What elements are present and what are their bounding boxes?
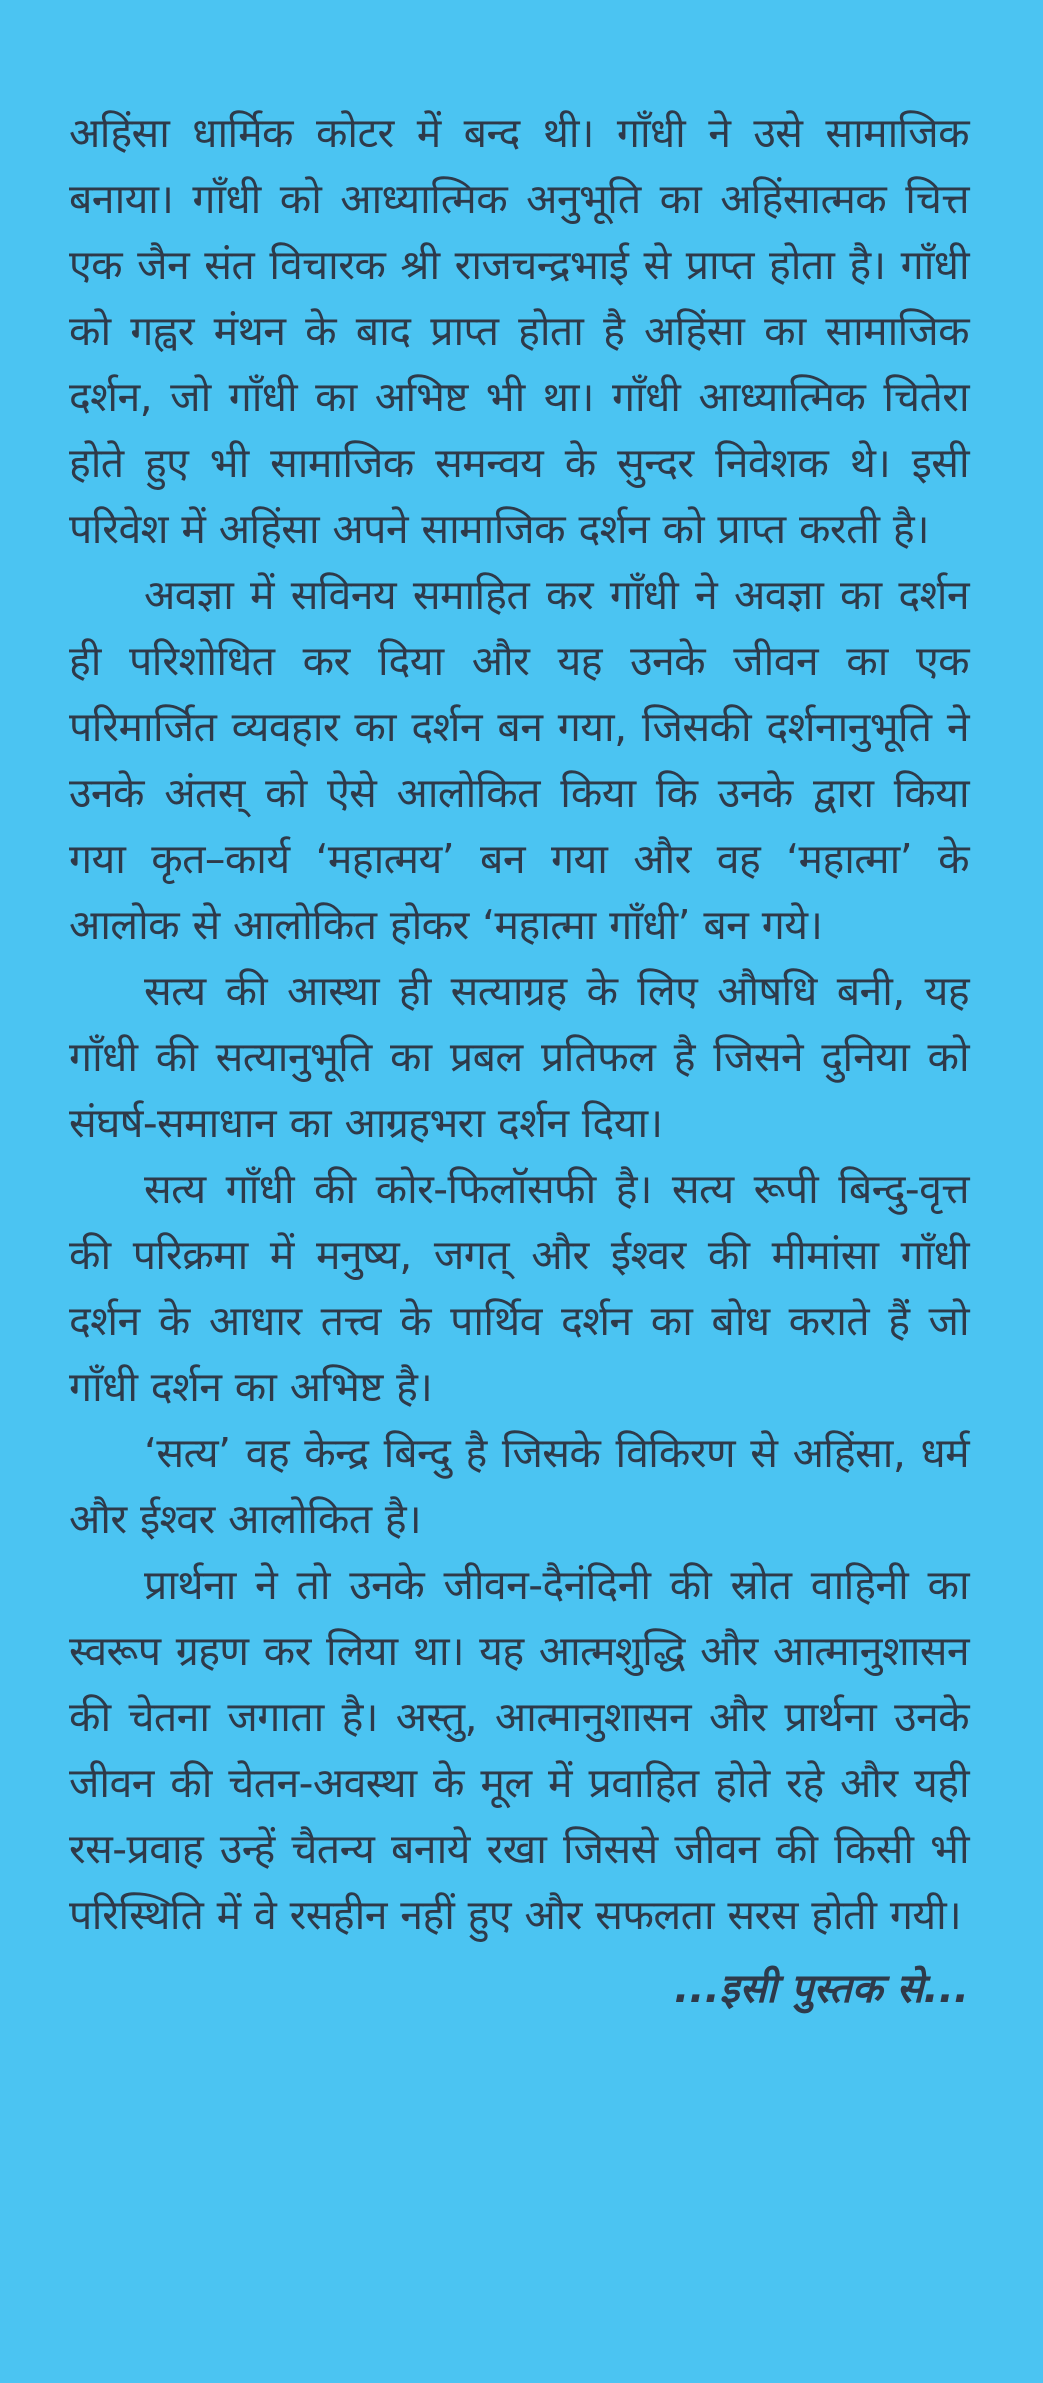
paragraph-ahimsa: अहिंसा धार्मिक कोटर में बन्द थी। गाँधी ने उसे सामाजिक बनाया। गाँधी को आध्यात्मिक अनुभूति का अहिंसात्मक चित्त एक जैन संत विचारक श्री राजचन्द्रभाई से प्राप्त होता है। गाँधी को गह्वर मंथन के बाद प्राप्त होता है अहिंसा का सामाजिक दर्शन, जो गाँधी का अभिष्ट भी था। गाँधी आध्यात्मिक चितेरा होते हुए भी सामाजिक समन्वय के सुन्दर निवेशक थे। इसी परिवेश में अहिंसा अपने सामाजिक दर्शन को प्राप्त करती है। — [69, 109, 969, 553]
paragraph-prarthana: प्रार्थना ने तो उनके जीवन-दैनंदिनी की स्रोत वाहिनी का स्वरूप ग्रहण कर लिया था। यह आत्मशुद्धि और आत्मानुशासन की चेतना जगाता है। अस्तु, आत्मानुशासन और प्रार्थना उनके जीवन की चेतन-अवस्था के मूल में प्रवाहित होते रहे और यही रस-प्रवाह उन्हें चैतन्य बनाये रखा जिससे जीवन की किसी भी परिस्थिति में वे रसहीन नहीं हुए और सफलता सरस होती गयी। — [69, 1561, 969, 1939]
paragraph-satya-core: सत्य गाँधी की कोर-फिलॉसफी है। सत्य रूपी बिन्दु-वृत्त की परिक्रमा में मनुष्य, जगत् और ईश्वर की मीमांसा गाँधी दर्शन के आधार तत्त्व के पार्थिव दर्शन का बोध कराते हैं जो गाँधी दर्शन का अभिष्ट है। — [69, 1165, 969, 1411]
paragraph-avagya: अवज्ञा में सविनय समाहित कर गाँधी ने अवज्ञा का दर्शन ही परिशोधित कर दिया और यह उनके जीवन का एक परिमार्जित व्यवहार का दर्शन बन गया, जिसकी दर्शनानुभूति ने उनके अंतस् को ऐसे आलोकित किया कि उनके द्वारा किया गया कृत–कार्य ‘महात्मय’ बन गया और वह ‘महात्मा’ के आलोक से आलोकित होकर ‘महात्मा गाँधी’ बन गये। — [69, 571, 969, 949]
paragraph-satya-centre: ‘सत्य’ वह केन्द्र बिन्दु है जिसके विकिरण से अहिंसा, धर्म और ईश्वर आलोकित है। — [69, 1429, 969, 1543]
excerpt-text-block — [69, 100, 969, 1948]
source-attribution: ...इसी पुस्तक से... — [674, 1966, 969, 2012]
paragraph-satyagraha: सत्य की आस्था ही सत्याग्रह के लिए औषधि बनी, यह गाँधी की सत्यानुभूति का प्रबल प्रतिफल है जिसने दुनिया को संघर्ष-समाधान का आग्रहभरा दर्शन दिया। — [69, 967, 969, 1147]
